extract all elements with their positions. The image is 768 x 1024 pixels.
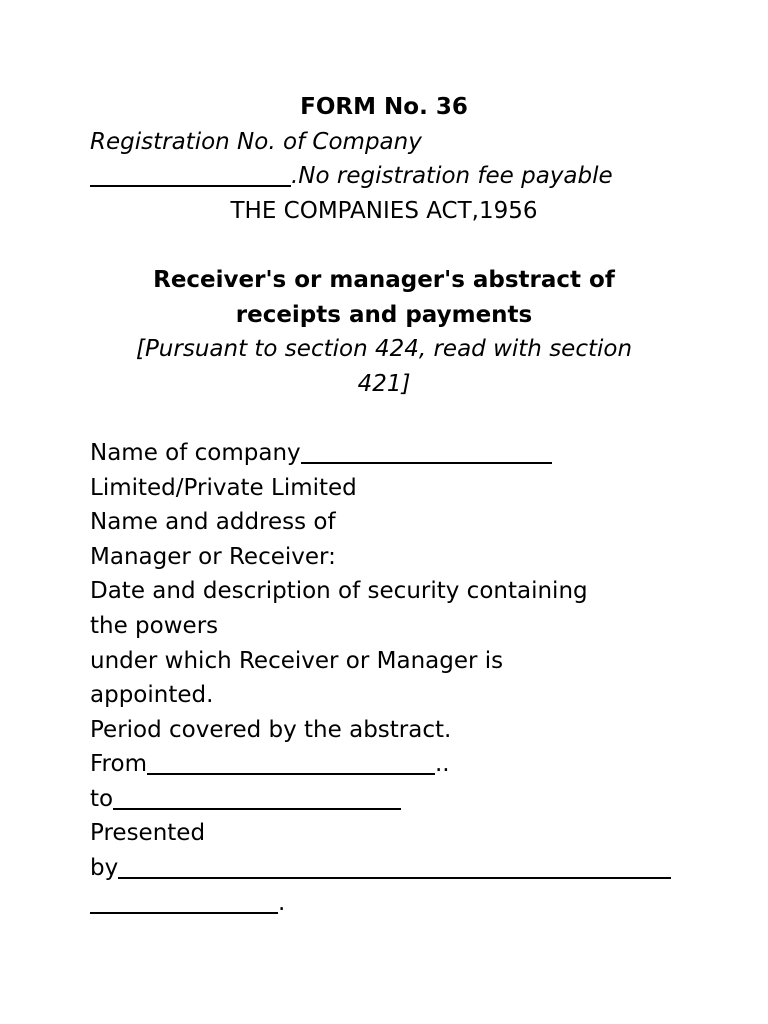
presented-by-blank[interactable] <box>118 851 671 879</box>
company-name-label: Name of company <box>90 439 301 466</box>
form-heading-line2: receipts and payments <box>235 301 533 328</box>
company-name-row <box>90 436 678 471</box>
security-line3: under which Receiver or Manager is <box>90 647 504 674</box>
period-label: Period covered by the abstract. <box>90 716 452 743</box>
to-row <box>90 782 678 817</box>
by-label: by <box>90 855 119 882</box>
end-suffix: . <box>278 889 286 916</box>
from-row <box>90 747 678 782</box>
security-line4: appointed. <box>90 682 214 709</box>
manager-label-line1: Name and address of <box>90 509 336 536</box>
act-name: THE COMPANIES ACT,1956 <box>230 197 538 224</box>
company-suffix: Limited/Private Limited <box>90 474 357 501</box>
pursuant-line1: [Pursuant to section 424, read with section <box>135 336 633 363</box>
by-row <box>90 851 678 886</box>
form-document <box>90 90 678 920</box>
presented-label: Presented <box>90 820 206 847</box>
pursuant-line2: 421] <box>357 370 411 397</box>
registration-number-blank[interactable] <box>90 159 291 187</box>
registration-fee-line <box>90 159 678 194</box>
continuation-row <box>90 886 678 921</box>
to-label: to <box>90 785 114 812</box>
from-suffix: .. <box>434 751 450 778</box>
to-blank[interactable] <box>113 782 401 810</box>
from-blank[interactable] <box>147 747 435 775</box>
manager-label-line2: Manager or Receiver: <box>90 543 336 570</box>
form-heading-line1: Receiver's or manager's abstract of <box>153 266 615 293</box>
spacer <box>90 401 678 436</box>
from-label: From <box>90 751 147 778</box>
continuation-blank[interactable] <box>90 886 278 914</box>
registration-label: Registration No. of Company <box>90 128 422 155</box>
security-line1: Date and description of security containing <box>90 578 588 605</box>
spacer <box>90 228 678 263</box>
registration-fee-note: .No registration fee payable <box>291 163 613 190</box>
company-name-blank[interactable] <box>301 436 552 464</box>
security-line2: the powers <box>90 612 219 639</box>
form-title: FORM No. 36 <box>300 94 468 120</box>
